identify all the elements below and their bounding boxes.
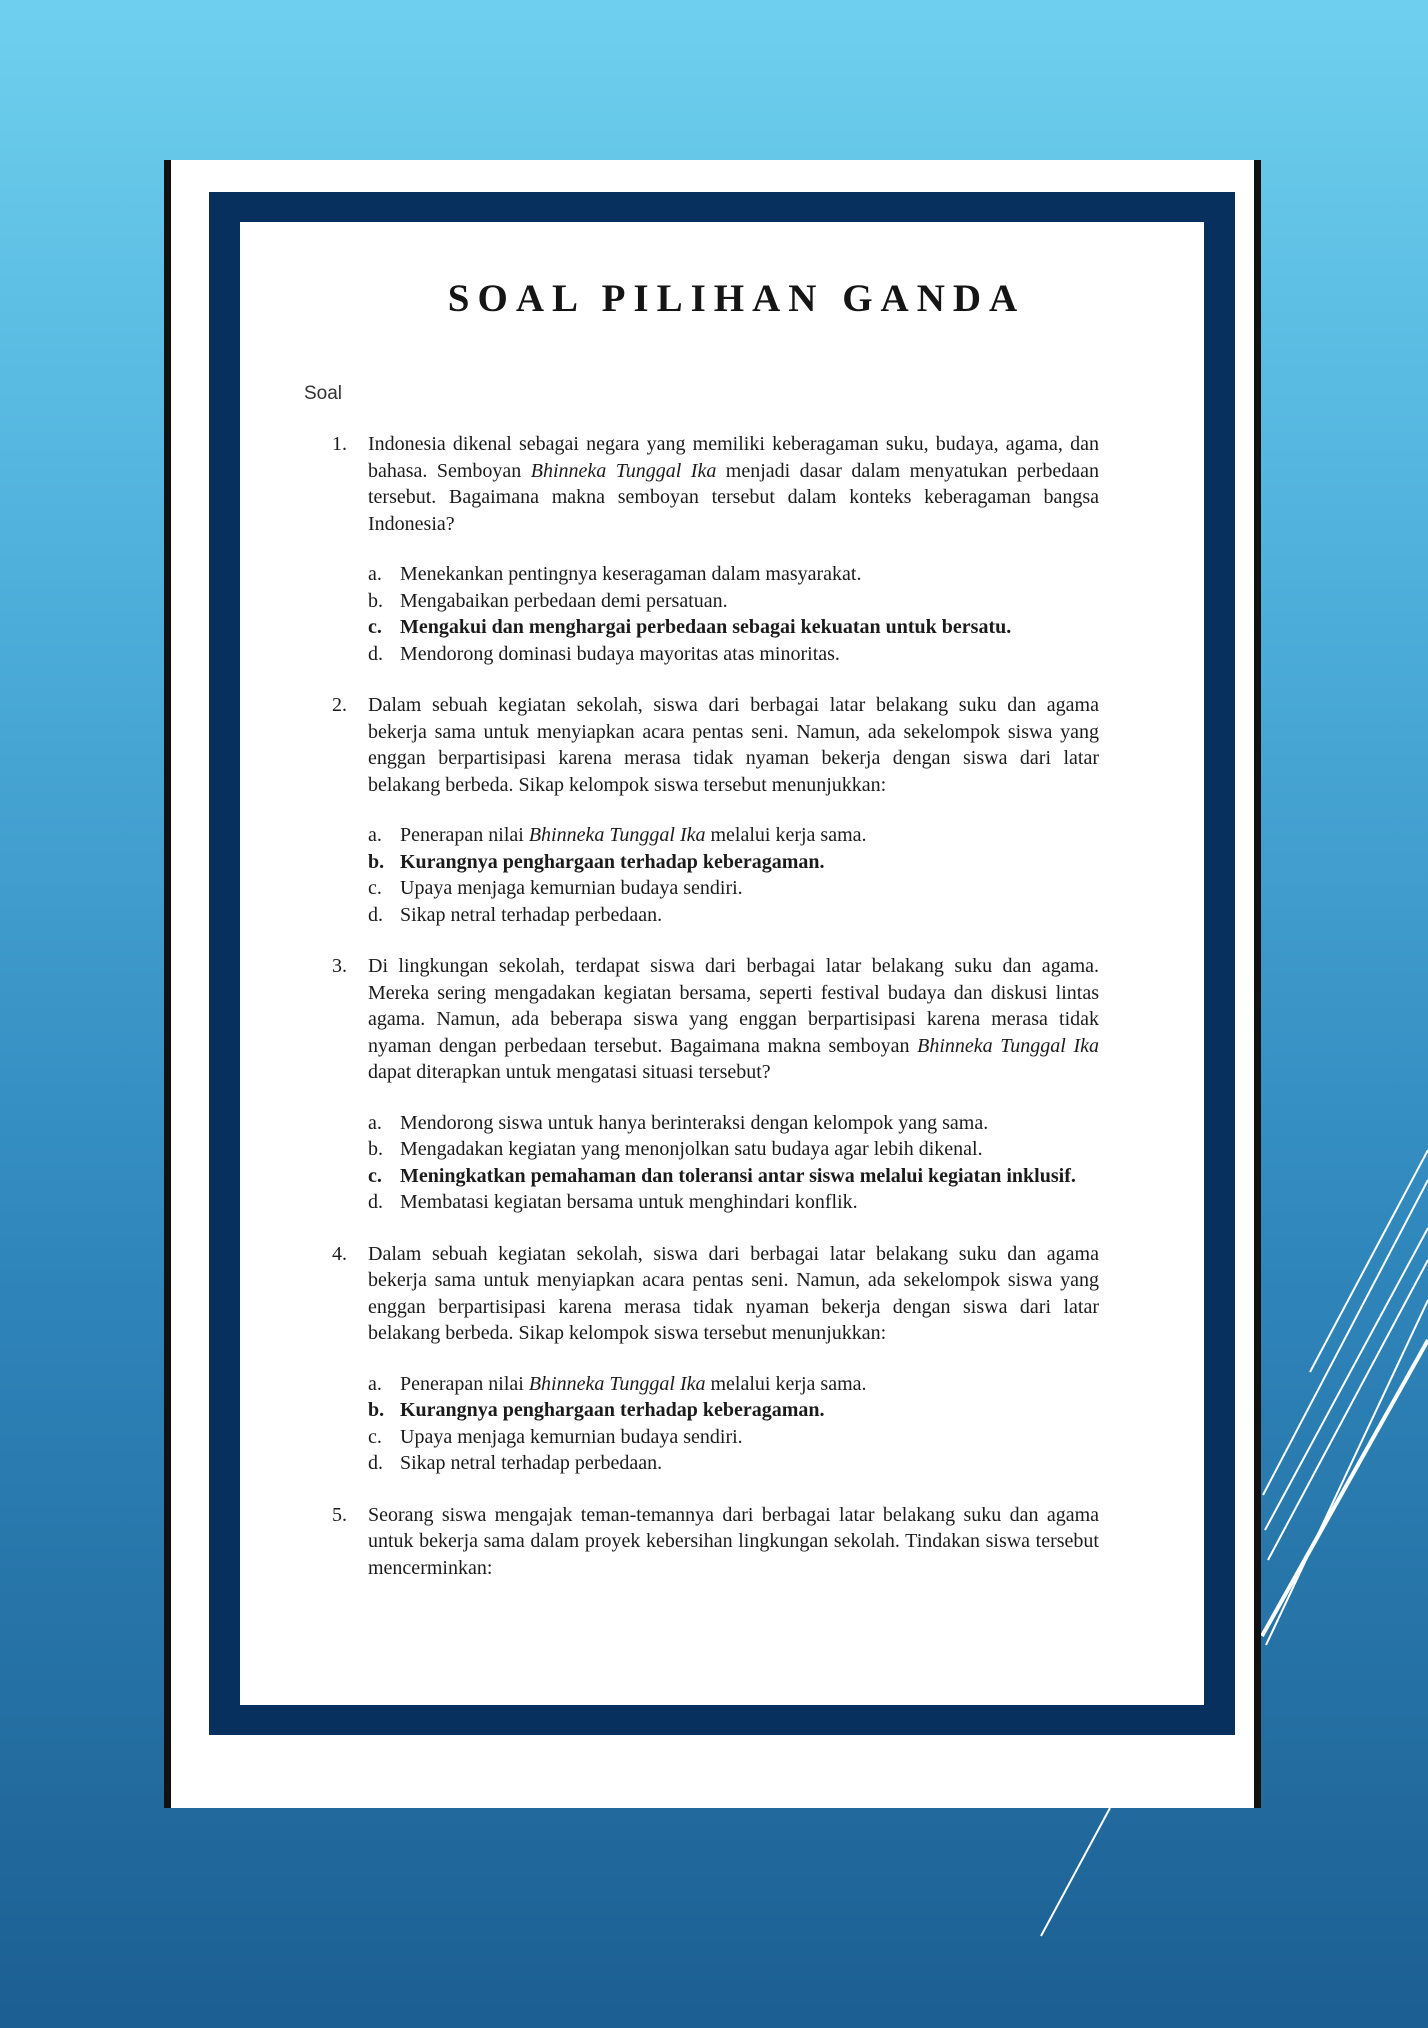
question-number: 5. bbox=[332, 1503, 347, 1526]
option-a: a. Menekankan pentingnya keseragaman dalam masyarakat. bbox=[368, 563, 862, 585]
question-5 bbox=[304, 1502, 1099, 1582]
option-c: c. Upaya menjaga kemurnian budaya sendiri. bbox=[368, 877, 743, 899]
option-b: b. Mengadakan kegiatan yang menonjolkan satu budaya agar lebih dikenal. bbox=[368, 1138, 983, 1160]
question-1 bbox=[304, 431, 1099, 667]
option-d: d. Mendorong dominasi budaya mayoritas atas minoritas. bbox=[368, 642, 840, 665]
option-b-answer: b. Kurangnya penghargaan terhadap keberagaman. bbox=[368, 1399, 825, 1421]
question-2 bbox=[304, 692, 1099, 928]
option-c-answer: c. Meningkatkan pemahaman dan toleransi antar siswa melalui kegiatan inklusif. bbox=[368, 1164, 1076, 1187]
document-title: SOAL PILIHAN GANDA bbox=[447, 277, 1026, 320]
option-a: a. Penerapan nilai Bhinneka Tunggal Ika melalui kerja sama. bbox=[368, 1372, 867, 1395]
question-number: 1. bbox=[332, 433, 347, 455]
question-number: 2. bbox=[332, 694, 347, 716]
option-c-answer: c. Mengakui dan menghargai perbedaan sebagai kekuatan untuk bersatu. bbox=[368, 616, 1012, 638]
question-stem: Di lingkungan sekolah, terdapat siswa dari berbagai latar belakang suku dan agama. Mereka sering mengadakan kegiatan bersama, seperti festival budaya dan diskusi lintas agama. Namun, ada beberapa siswa yang enggan berpartisipasi karena merasa tidak nyaman dengan perbedaan tersebut. Bagaimana makna semboyan Bhinneka Tunggal Ika dapat diterapkan untuk mengatasi situasi tersebut? bbox=[368, 955, 1099, 1083]
option-a: a. Penerapan nilai Bhinneka Tunggal Ika melalui kerja sama. bbox=[368, 824, 867, 846]
option-b: b. Mengabaikan perbedaan demi persatuan. bbox=[368, 589, 728, 612]
question-3 bbox=[304, 953, 1099, 1216]
question-stem: Dalam sebuah kegiatan sekolah, siswa dari berbagai latar belakang suku dan agama bekerja sama untuk menyiapkan acara pentas seni. Namun, ada sekelompok siswa yang enggan berpartisipasi karena merasa tidak nyaman bekerja dengan siswa dari latar belakang berbeda. Sikap kelompok siswa tersebut menunjukkan: bbox=[368, 694, 1099, 796]
option-b-answer: b. Kurangnya penghargaan terhadap keberagaman. bbox=[368, 850, 825, 873]
question-sheet bbox=[240, 222, 1204, 1705]
question-stem: Indonesia dikenal sebagai negara yang memiliki keberagaman suku, budaya, agama, dan bahasa. Semboyan Bhinneka Tunggal Ika menjadi dasar dalam menyatukan perbedaan tersebut. Bagaimana makna semboyan tersebut dalam konteks keberagaman bangsa Indonesia? bbox=[368, 433, 1100, 535]
question-stem: Seorang siswa mengajak teman-temannya dari berbagai latar belakang suku dan agama untuk bekerja sama dalam proyek kebersihan lingkungan sekolah. Tindakan siswa tersebut mencerminkan: bbox=[368, 1503, 1099, 1579]
option-d: d. Sikap netral terhadap perbedaan. bbox=[368, 1452, 663, 1474]
section-label: Soal bbox=[304, 383, 343, 404]
option-c: c. Upaya menjaga kemurnian budaya sendiri. bbox=[368, 1425, 743, 1448]
question-number: 4. bbox=[332, 1242, 347, 1265]
question-4 bbox=[304, 1241, 1099, 1477]
option-a: a. Mendorong siswa untuk hanya berinteraksi dengan kelompok yang sama. bbox=[368, 1111, 989, 1134]
question-stem: Dalam sebuah kegiatan sekolah, siswa dari berbagai latar belakang suku dan agama bekerja sama untuk menyiapkan acara pentas seni. Namun, ada sekelompok siswa yang enggan berpartisipasi karena merasa tidak nyaman bekerja dengan siswa dari latar belakang berbeda. Sikap kelompok siswa tersebut menunjukkan: bbox=[368, 1242, 1099, 1344]
question-number: 3. bbox=[332, 955, 347, 977]
option-d: d. Membatasi kegiatan bersama untuk menghindari konflik. bbox=[368, 1191, 858, 1213]
option-d: d. Sikap netral terhadap perbedaan. bbox=[368, 903, 663, 926]
